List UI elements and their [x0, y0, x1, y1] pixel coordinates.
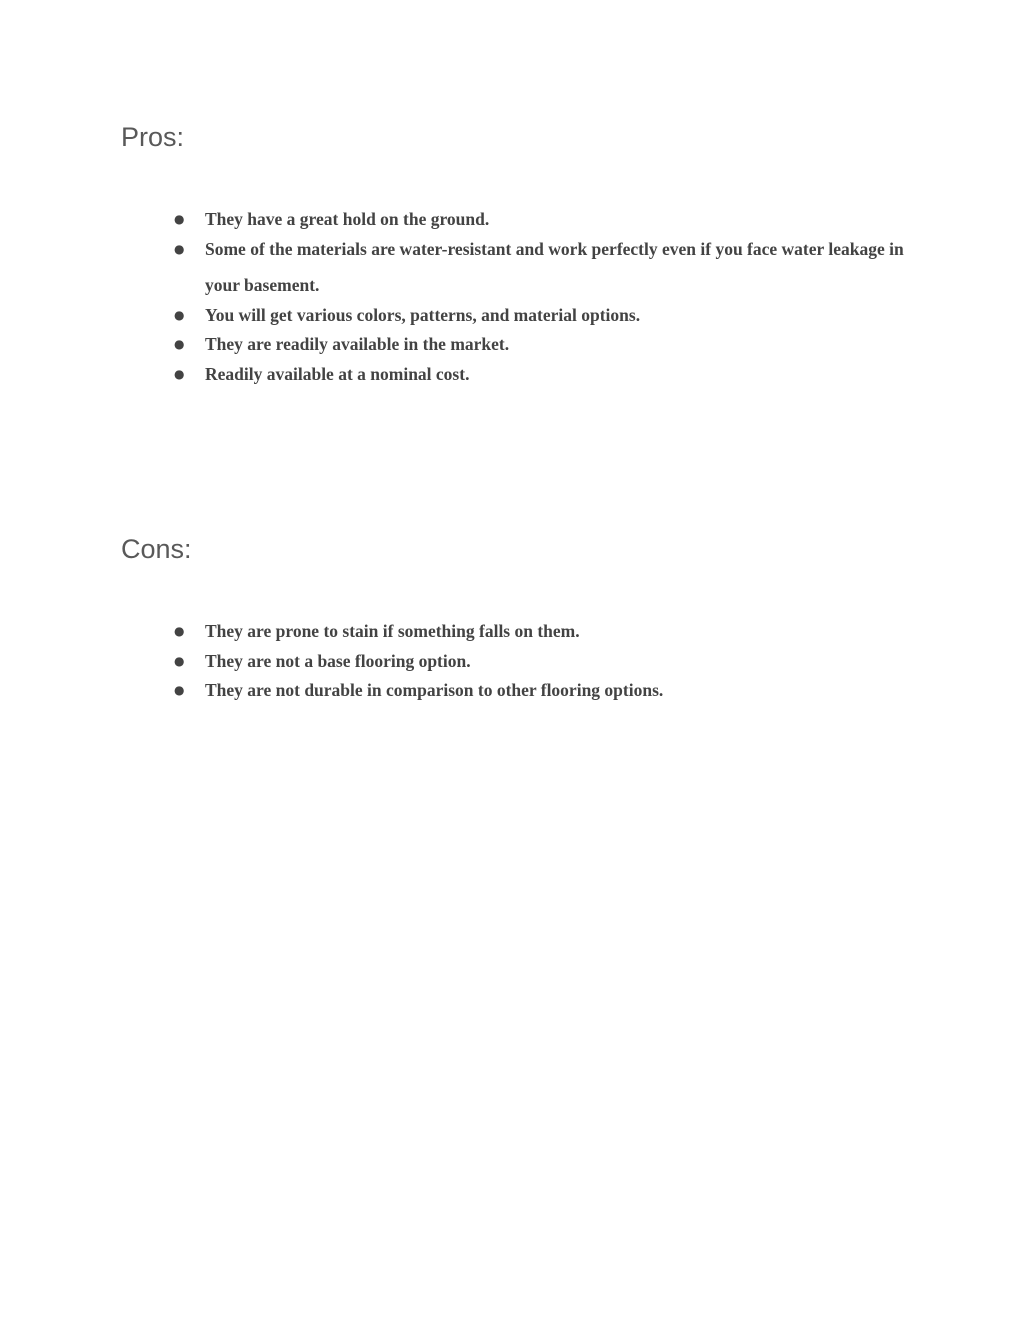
bullet-icon: ● — [174, 307, 185, 322]
bullet-icon: ● — [174, 337, 185, 351]
cons-list — [0, 620, 1024, 709]
pros-heading: Pros: — [121, 122, 185, 152]
list-item-text: They are not durable in comparison to other flooring options. — [205, 680, 664, 700]
list-item — [0, 672, 1024, 709]
list-item-text: They are readily available in the market. — [205, 334, 510, 354]
list-item-text: They are prone to stain if something falls on them. — [205, 621, 580, 641]
list-item-text: Readily available at a nominal cost. — [205, 363, 470, 384]
bullet-icon: ● — [174, 241, 185, 256]
list-item — [0, 356, 1024, 393]
pros-list — [0, 208, 1024, 392]
bullet-icon: ● — [174, 683, 185, 697]
list-item-text: They have a great hold on the ground. — [205, 209, 490, 229]
bullet-icon: ● — [174, 653, 185, 668]
bullet-icon: ● — [174, 624, 185, 638]
bullet-icon: ● — [174, 212, 185, 226]
list-item — [0, 231, 1024, 304]
list-item-text: You will get various colors, patterns, and material options. — [205, 304, 641, 325]
list-item-text: Some of the materials are water-resistant and work perfectly even if you face water leakage in your basement. — [205, 238, 904, 295]
list-item-text: They are not a base flooring option. — [205, 650, 471, 671]
bullet-icon: ● — [174, 366, 185, 381]
cons-heading: Cons: — [121, 534, 192, 564]
